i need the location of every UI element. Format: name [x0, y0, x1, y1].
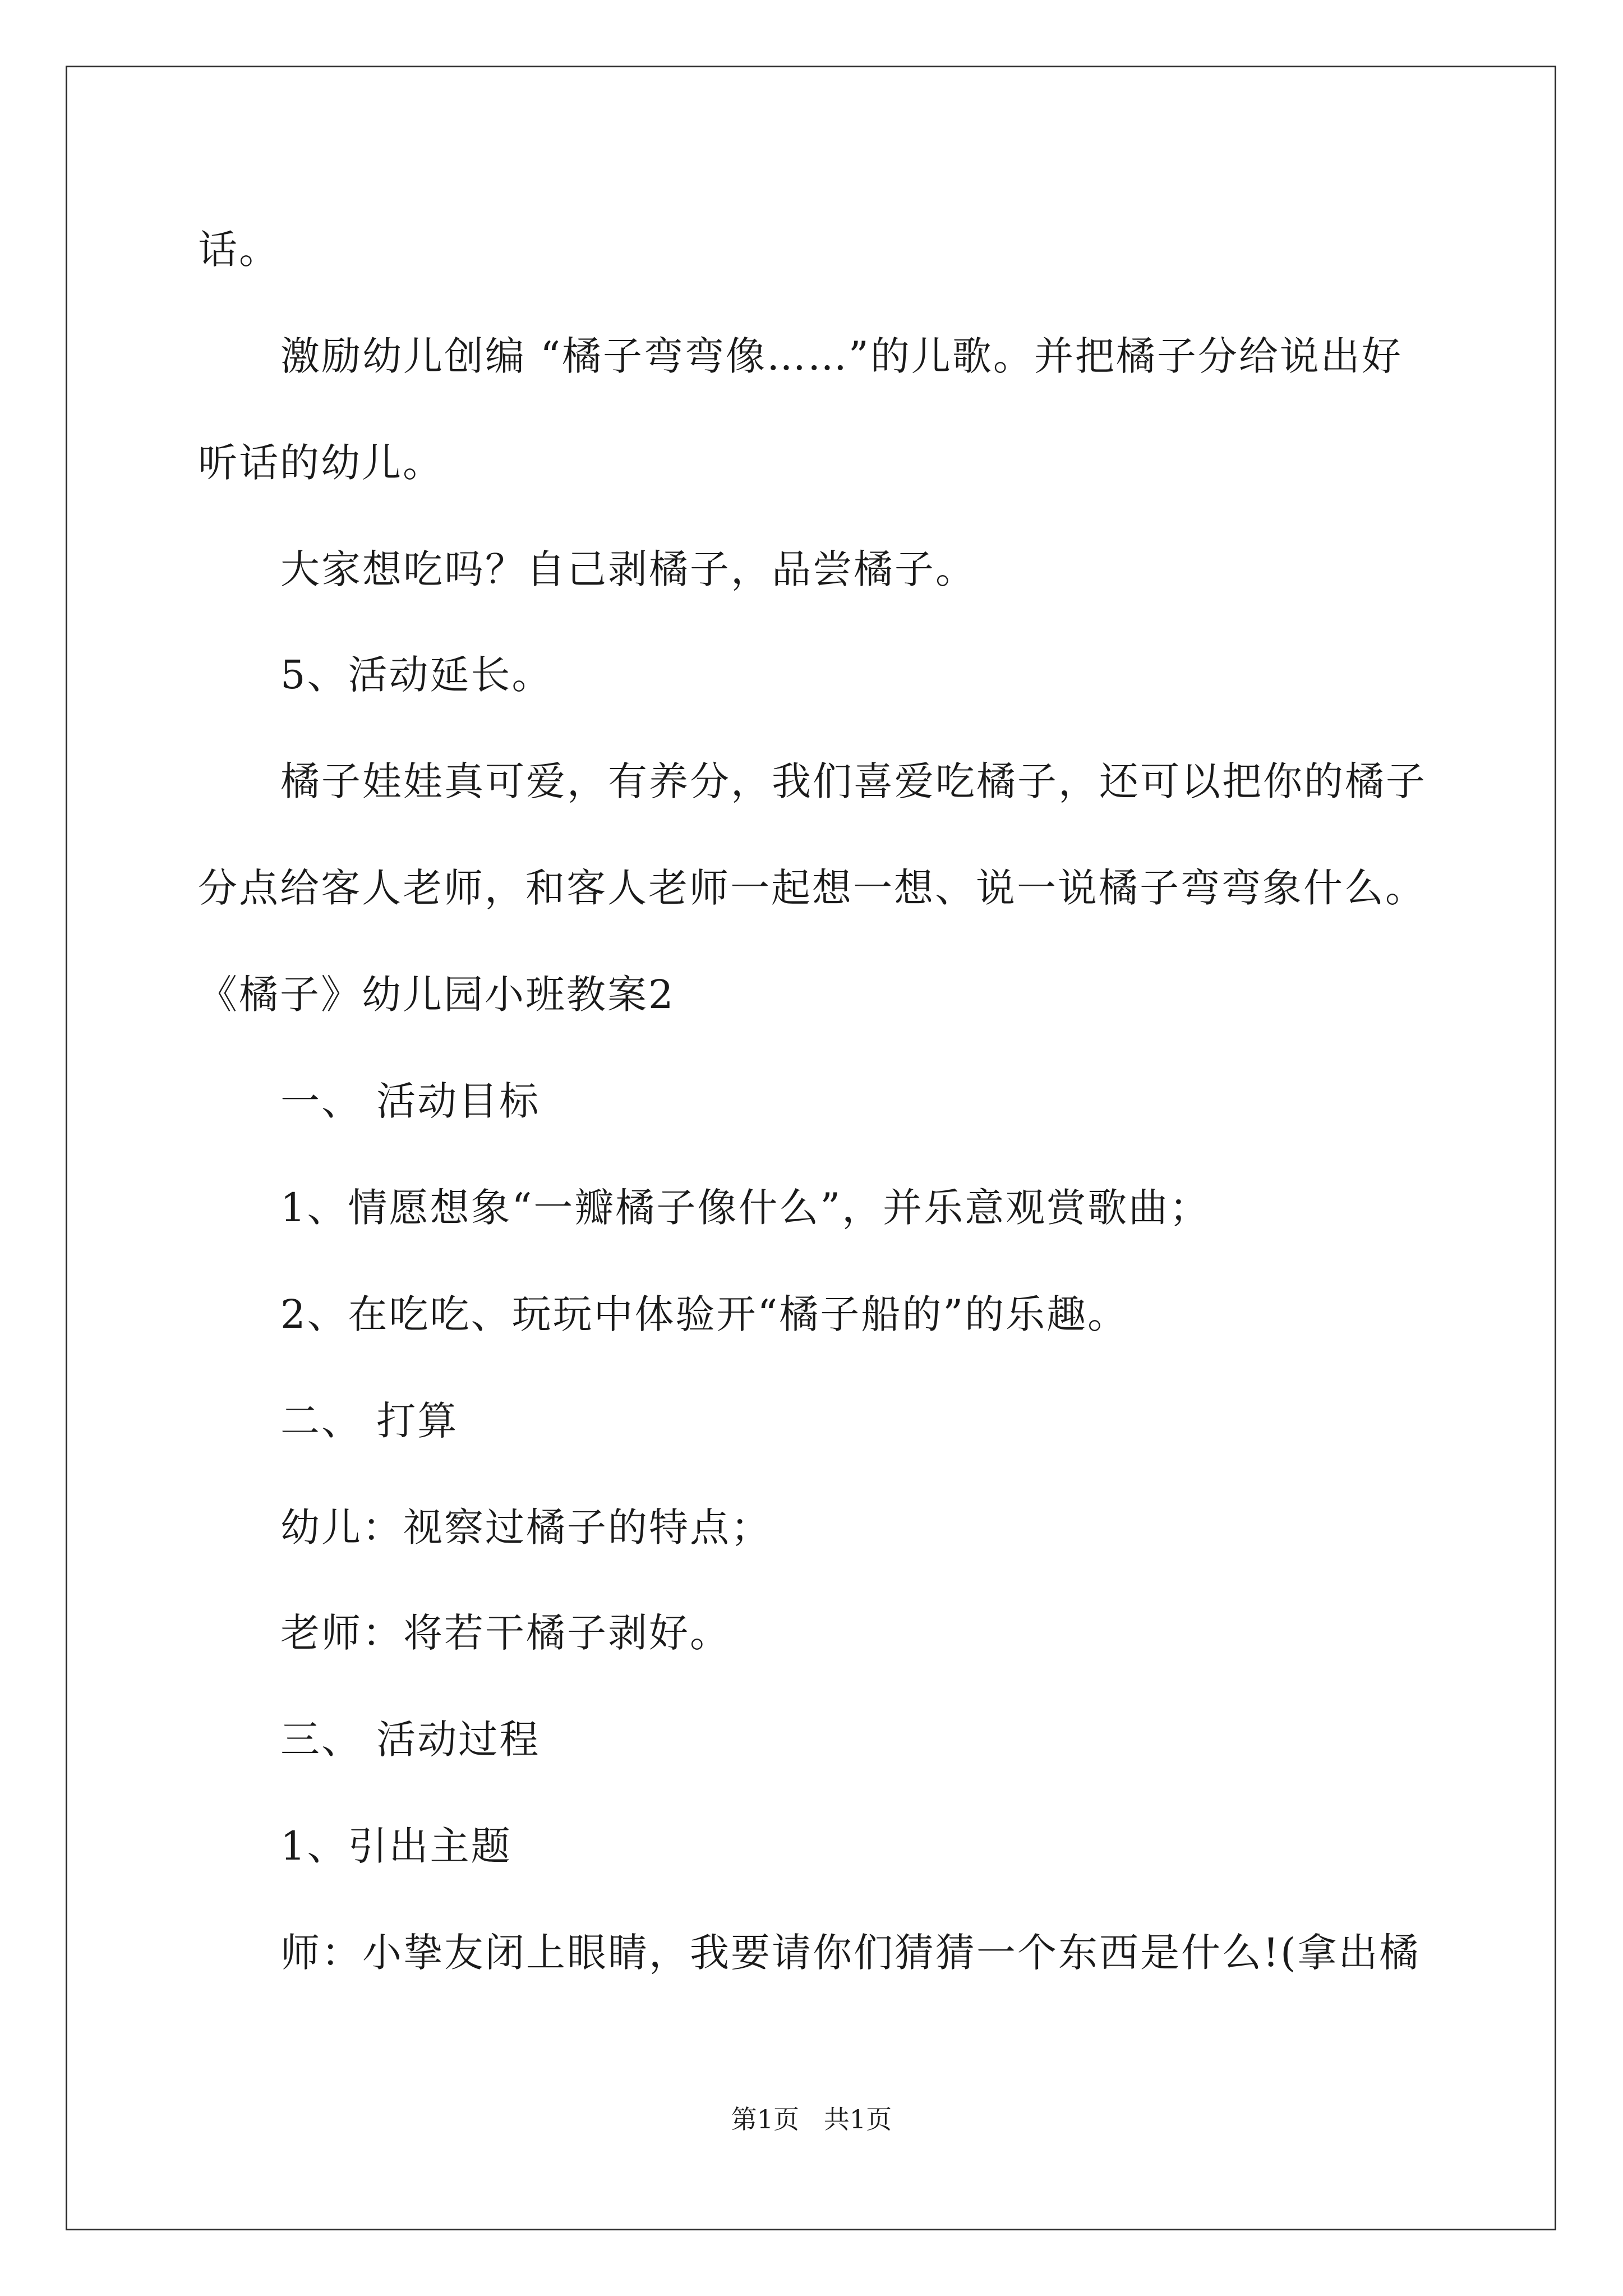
paragraph-line: 大家想吃吗？自己剥橘子，品尝橘子。	[280, 546, 976, 592]
page-border	[66, 66, 1556, 2230]
paragraph-line: 话。	[198, 227, 280, 273]
paragraph-line: 5、活动延长。	[280, 652, 553, 698]
section-heading: 一、 活动目标	[280, 1078, 541, 1124]
paragraph-line: 橘子娃娃真可爱，有养分，我们喜爱吃橘子，还可以把你的橘子	[280, 758, 1427, 804]
list-item: 1、引出主题	[280, 1823, 512, 1869]
section-heading: 二、 打算	[280, 1398, 459, 1444]
paragraph-line: 听话的幼儿。	[198, 440, 444, 486]
paragraph-line: 激励幼儿创编 “橘子弯弯像……”的儿歌。并把橘子分给说出好	[280, 333, 1403, 379]
paragraph-line: 幼儿：视察过橘子的特点；	[280, 1504, 772, 1550]
section-heading: 三、 活动过程	[280, 1717, 541, 1763]
paragraph-line: 师：小挚友闭上眼睛，我要请你们猜猜一个东西是什么!(拿出橘	[280, 1930, 1421, 1976]
list-item: 2、在吃吃、玩玩中体验开“橘子船的”的乐趣。	[280, 1291, 1129, 1337]
paragraph-line: 分点给客人老师，和客人老师一起想一想、说一说橘子弯弯象什么。	[198, 865, 1426, 911]
list-item: 1、情愿想象“一瓣橘子像什么”，并乐意观赏歌曲；	[280, 1185, 1211, 1231]
section-title: 《橘子》幼儿园小班教案2	[198, 972, 675, 1018]
page-footer: 第1页 共1页	[731, 2104, 892, 2134]
paragraph-line: 老师：将若干橘子剥好。	[280, 1610, 731, 1656]
